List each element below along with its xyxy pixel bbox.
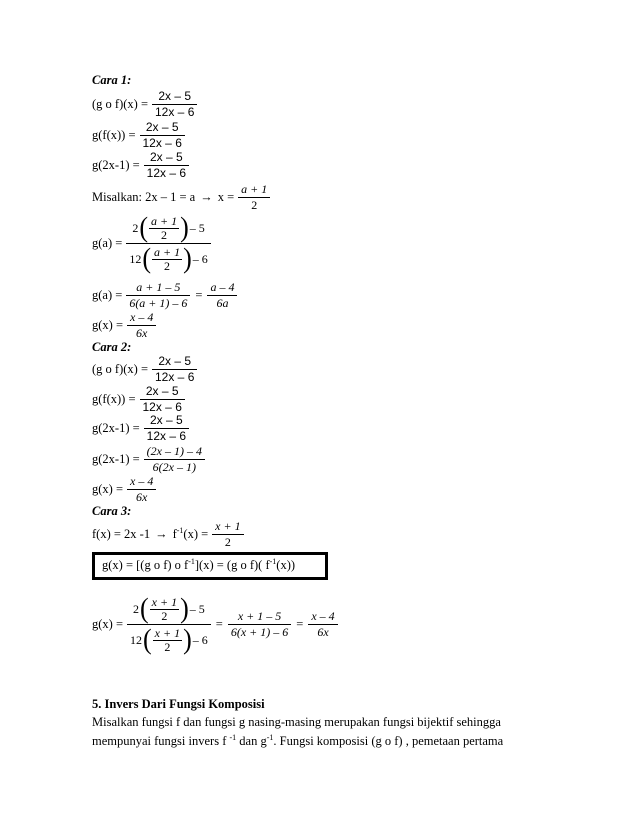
inner-fraction [153,627,182,654]
fraction [207,280,237,311]
fraction-numerator: a + 1 – 5 [136,280,181,294]
substitution-text: Misalkan: 2x – 1 = a [92,190,196,204]
fraction-denominator: 6x [136,490,148,504]
fraction-numerator: (2x – 1) – 4 [146,444,202,458]
fraction-numerator: x – 4 [311,609,335,623]
fraction [144,444,205,475]
equals-sign: = [195,288,203,302]
equation-lhs: g(a) = [92,236,123,250]
fraction-denominator: 2 [251,198,258,212]
inverse-superscript: -1 [229,733,237,742]
paragraph-text: mempunyai fungsi invers f [92,734,230,748]
fraction-denominator: 12x – 6 [155,370,195,384]
tail-term: – 6 [192,251,208,266]
cara1-eq6 [92,280,237,311]
left-paren: ( [140,592,149,625]
right-paren: ) [183,623,192,656]
fraction-denominator: 12x – 6 [142,136,182,150]
right-paren: ) [183,242,192,275]
paragraph-text: . Fungsi komposisi (g o f) , pemetaan pertama [273,734,504,748]
section5-heading: 5. Invers Dari Fungsi Komposisi [92,697,265,711]
fraction-denominator: 12x – 6 [142,400,182,414]
fraction-denominator: 6(a + 1) – 6 [129,296,188,310]
cara2-heading: Cara 2: [92,340,132,354]
equation-lhs: (g o f)(x) = [92,362,148,376]
fraction-numerator: 2x – 5 [145,384,179,398]
fraction-denominator: 6(x + 1) – 6 [230,625,289,639]
fraction-numerator: x + 1 [151,594,178,609]
fraction-numerator: 2x – 5 [150,413,183,427]
inner-fraction [149,215,179,242]
fraction-denominator: 12x – 6 [146,166,187,180]
cara1-eq4 [92,182,270,213]
fraction-denominator: 2 [161,608,168,623]
fraction-numerator: 2x – 5 [158,89,192,103]
cara2-eq4 [92,444,205,475]
equation-lhs: (g o f)(x) = [92,97,148,111]
fraction-numerator: x – 4 [130,310,154,324]
fraction [127,310,156,341]
cara2-eq1 [92,354,197,385]
fraction-denominator [126,244,210,274]
coefficient: 2 [132,220,139,235]
formula-part: ](x) = (g o f)( f [194,558,270,572]
inverse-superscript: -1 [176,526,184,535]
inverse-function-lhs [173,527,209,542]
equation-lhs: g(2x-1) = [92,421,140,435]
fraction-denominator: 6a [216,296,229,310]
compound-fraction [127,594,211,655]
equation-lhs: g(a) = [92,288,123,302]
fraction-numerator: a – 4 [210,280,235,294]
fraction-denominator: 2 [164,258,171,273]
highlighted-formula-box [92,552,328,580]
fraction-numerator: a + 1 [153,244,181,259]
fraction [228,609,291,640]
fraction [140,384,185,415]
function-name: f [172,527,177,541]
equals-sign: = [215,617,223,631]
section5-paragraph-line-2 [92,733,503,749]
fraction-numerator: a + 1 [241,182,268,196]
fraction-numerator [130,594,208,624]
equation-lhs: g(f(x)) = [92,392,136,406]
left-paren: ( [139,211,148,244]
cara1-eq7 [92,310,156,341]
inverse-superscript: -1 [269,557,277,566]
cara1-eq5 [92,213,211,274]
tail-term: – 5 [189,220,205,235]
fraction-denominator: 2 [164,639,171,654]
fraction [144,413,189,444]
fraction [212,519,243,550]
fraction-numerator: x + 1 [154,625,181,640]
section5-paragraph-line-1: Misalkan fungsi f dan fungsi g nasing-masing merupakan fungsi bijektif sehingga [92,715,501,729]
inner-fraction [150,596,179,623]
equation-lhs: g(x) = [92,617,123,631]
fraction-numerator: x – 4 [130,474,154,488]
tail-term: – 5 [189,601,205,616]
fraction-numerator: 2x – 5 [145,120,179,134]
coefficient: 12 [130,632,142,647]
arrow-icon: → [200,190,213,204]
inverse-superscript: -1 [266,733,274,742]
coefficient: 12 [129,251,142,266]
right-paren: ) [180,211,189,244]
cara2-eq5 [92,474,156,505]
fraction-denominator: 12x – 6 [146,429,187,443]
cara3-eq1 [92,519,244,550]
fraction [144,150,189,181]
left-paren: ( [142,242,151,275]
formula-part: (x)) [276,558,296,572]
tail-term: – 6 [192,632,208,647]
fraction [308,609,337,640]
arrow-icon: → [155,527,168,541]
equation-lhs: g(x) = [92,318,123,332]
fraction-numerator: a + 1 [150,213,178,228]
cara3-eq2 [92,594,338,655]
left-paren: ( [143,623,152,656]
cara2-eq2 [92,384,185,415]
equation-lhs: g(x) = [92,482,123,496]
fraction [238,182,270,213]
right-paren: ) [180,592,189,625]
fraction [127,474,156,505]
function-argument: (x) = [183,527,209,541]
equation-lhs: g(2x-1) = [92,452,140,466]
fraction-numerator: 2x – 5 [150,150,183,164]
fraction [140,120,185,151]
cara1-eq3 [92,150,189,181]
fraction-numerator: x + 1 [215,519,241,533]
fraction-denominator: 12x – 6 [155,105,195,119]
cara1-heading: Cara 1: [92,73,132,87]
fraction-denominator: 2 [161,227,168,242]
fraction-denominator: 6x [317,625,329,639]
fraction-denominator [127,625,211,655]
cara1-eq2 [92,120,185,151]
cara2-eq3 [92,413,189,444]
cara1-eq1 [92,89,197,120]
paragraph-text: dan g [236,734,267,748]
compound-fraction [126,213,210,274]
fraction [152,89,197,120]
fraction-denominator: 2 [224,535,231,549]
equation-lhs: x = [217,190,235,204]
fraction [126,280,190,311]
cara3-heading: Cara 3: [92,504,132,518]
fraction-denominator: 6x [136,326,148,340]
function-definition: f(x) = 2x -1 [92,527,151,541]
fraction [152,354,197,385]
fraction-numerator: 2x – 5 [158,354,192,368]
inverse-superscript: -1 [188,557,195,566]
equals-sign: = [296,617,304,631]
coefficient: 2 [133,601,139,616]
formula-part: g(x) = [(g o f) o f [102,558,189,572]
fraction-numerator [129,213,207,243]
inner-fraction [152,246,182,273]
equation-lhs: g(2x-1) = [92,158,140,172]
fraction-numerator: x + 1 – 5 [237,609,282,623]
fraction-denominator: 6(2x – 1) [152,460,196,474]
equation-lhs: g(f(x)) = [92,128,136,142]
